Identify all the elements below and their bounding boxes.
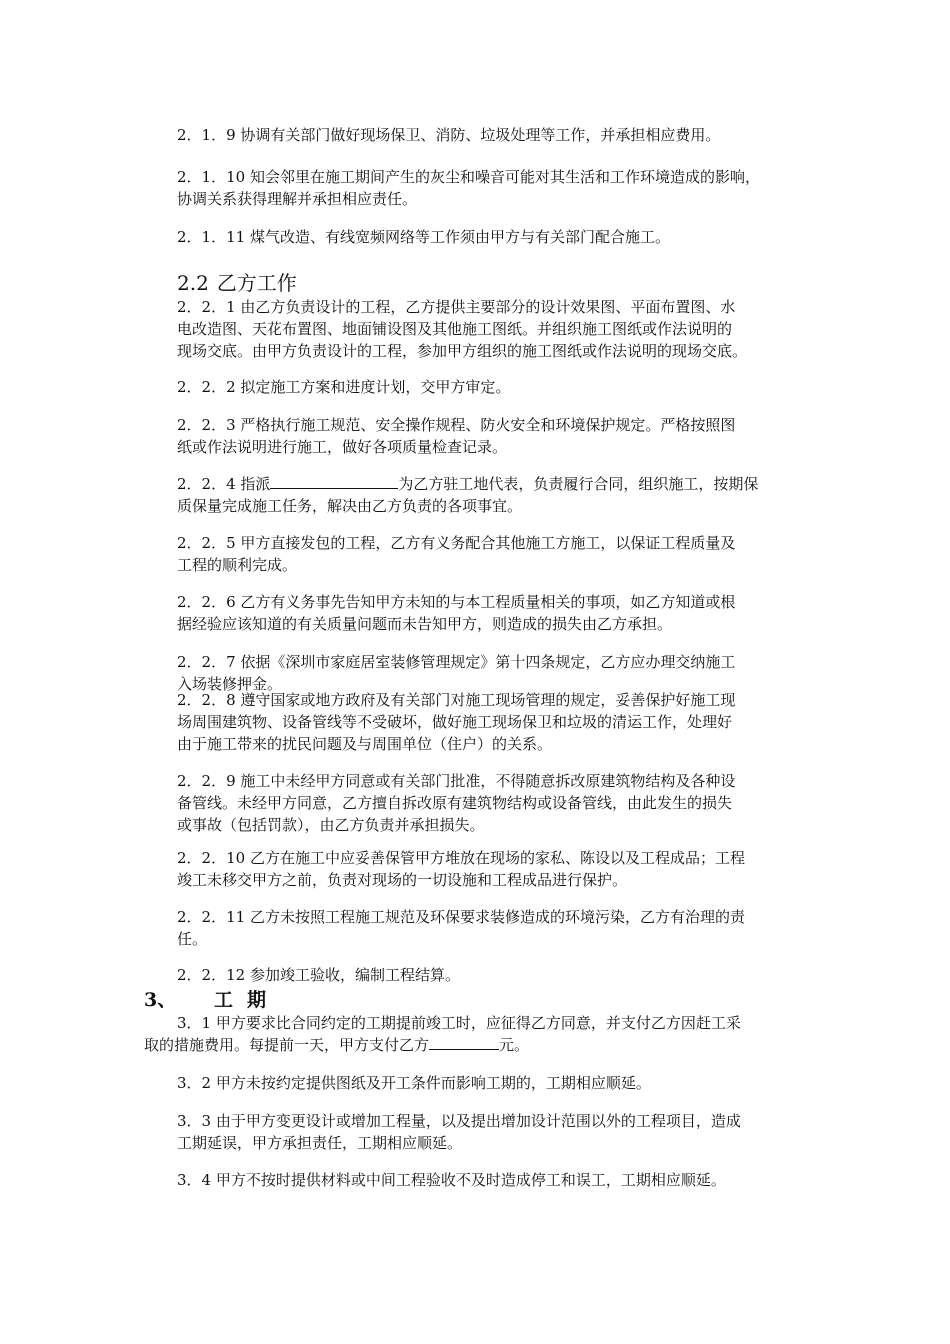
clause-2-2-5	[177, 532, 817, 576]
clause-2-2-8	[177, 689, 817, 755]
clause-line: 2．2．8 遵守国家或地方政府及有关部门对施工现场管理的规定，妥善保护好施工现	[177, 691, 736, 709]
heading-number: 2.2	[177, 271, 209, 295]
clause-line: 2．1．10 知会邻里在施工期间产生的灰尘和噪音可能对其生活和工作环境造成的影响，	[177, 168, 760, 186]
clause-text: 元。	[499, 1036, 530, 1054]
site-representative-blank[interactable]	[270, 473, 398, 489]
clause-text: 2．1．9 协调有关部门做好现场保卫、消防、垃圾处理等工作，并承担相应费用。	[177, 126, 721, 144]
clause-text: 2．2．12 参加竣工验收，编制工程结算。	[177, 966, 460, 984]
clause-line: 3．1 甲方要求比合同约定的工期提前竣工时，应征得乙方同意，并支付乙方因赶工采	[177, 1014, 741, 1032]
clause-line: 或事故（包括罚款），由乙方负责并承担损失。	[177, 816, 485, 834]
clause-text: 3．2 甲方未按约定提供图纸及开工条件而影响工期的，工期相应顺延。	[177, 1074, 651, 1092]
clause-line: 协调关系获得理解并承担相应责任。	[177, 190, 418, 208]
clause-line: 现场交底。由甲方负责设计的工程，参加甲方组织的施工图纸或作法说明的现场交底。	[177, 342, 748, 360]
section-heading-3	[144, 988, 280, 1012]
clause-line: 3．3 由于甲方变更设计或增加工程量，以及提出增加设计范围以外的工程项目，造成	[177, 1112, 741, 1130]
clause-2-2-2	[177, 376, 817, 398]
clause-line: 备管线。未经甲方同意，乙方擅自拆改原有建筑物结构或设备管线，由此发生的损失	[177, 794, 733, 812]
clause-line: 质保量完成施工任务，解决由乙方负责的各项事宜。	[177, 497, 523, 515]
clause-line: 竣工未移交甲方之前，负责对现场的一切设施和工程成品进行保护。	[177, 871, 628, 889]
clause-line: 工程的顺利完成。	[177, 556, 298, 574]
clause-line: 2．2．11 乙方未按照工程施工规范及环保要求装修造成的环境污染，乙方有治理的责	[177, 908, 745, 926]
clause-2-2-1	[177, 296, 817, 362]
clause-line: 2．2．3 严格执行施工规范、安全操作规程、防火安全和环境保护规定。严格按照图	[177, 416, 736, 434]
heading-title: 工期	[214, 989, 281, 1011]
clause-line: 2．2．9 施工中未经甲方同意或有关部门批准，不得随意拆改原建筑物结构及各种设	[177, 772, 736, 790]
clause-line	[144, 1034, 817, 1056]
section-heading-2-2	[177, 270, 297, 296]
clause-2-2-3	[177, 414, 817, 458]
clause-line: 电改造图、天花布置图、地面铺设图及其他施工图纸。并组织施工图纸或作法说明的	[177, 320, 733, 338]
clause-line: 入场装修押金。	[177, 675, 283, 693]
clause-text: 3．4 甲方不按时提供材料或中间工程验收不及时造成停工和误工，工期相应顺延。	[177, 1171, 726, 1189]
clause-line: 由于施工带来的扰民问题及与周围单位（住户）的关系。	[177, 735, 553, 753]
clause-line: 2．2．6 乙方有义务事先告知甲方未知的与本工程质量相关的事项，如乙方知道或根	[177, 593, 736, 611]
clause-line: 纸或作法说明进行施工，做好各项质量检查记录。	[177, 438, 508, 456]
clause-line: 工期延误，甲方承担责任，工期相应顺延。	[177, 1134, 463, 1152]
clause-2-1-11	[177, 226, 817, 248]
clause-line: 据经验应该知道的有关质量问题而未告知甲方，则造成的损失由乙方承担。	[177, 615, 673, 633]
clause-3-1	[144, 1012, 817, 1056]
clause-line	[177, 473, 817, 495]
clause-line: 2．2．5 甲方直接发包的工程，乙方有义务配合其他施工方施工，以保证工程质量及	[177, 534, 736, 552]
clause-2-2-11	[177, 906, 817, 950]
clause-text: 为乙方驻工地代表，负责履行合同，组织施工，按期保	[398, 475, 759, 493]
clause-2-2-6	[177, 591, 817, 635]
clause-line: 2．2．10 乙方在施工中应妥善保管甲方堆放在现场的家私、陈设以及工程成品；工程	[177, 849, 745, 867]
clause-text: 取的措施费用。每提前一天，甲方支付乙方	[144, 1036, 430, 1054]
clause-2-1-10	[177, 166, 817, 210]
clause-2-2-4	[177, 473, 817, 517]
heading-number: 3、	[144, 989, 177, 1011]
heading-title: 乙方工作	[216, 271, 297, 295]
clause-text: 2．2．2 拟定施工方案和进度计划，交甲方审定。	[177, 378, 511, 396]
clause-2-1-9	[177, 124, 817, 146]
clause-line: 2．2．7 依据《深圳市家庭居室装修管理规定》第十四条规定，乙方应办理交纳施工	[177, 653, 736, 671]
clause-3-3	[177, 1110, 817, 1154]
amount-blank[interactable]	[429, 1034, 499, 1050]
clause-2-2-12	[177, 964, 817, 986]
clause-text: 2．2．4 指派	[177, 475, 271, 493]
clause-line: 场周围建筑物、设备管线等不受破坏，做好施工现场保卫和垃圾的清运工作，处理好	[177, 713, 733, 731]
clause-line: 2．2．1 由乙方负责设计的工程，乙方提供主要部分的设计效果图、平面布置图、水	[177, 298, 736, 316]
clause-line: 任。	[177, 930, 208, 948]
clause-text: 2．1．11 煤气改造、有线宽频网络等工作须由甲方与有关部门配合施工。	[177, 228, 670, 246]
clause-3-4	[177, 1169, 817, 1191]
clause-2-2-9	[177, 770, 817, 836]
clause-2-2-10	[177, 847, 817, 891]
clause-3-2	[177, 1072, 817, 1094]
